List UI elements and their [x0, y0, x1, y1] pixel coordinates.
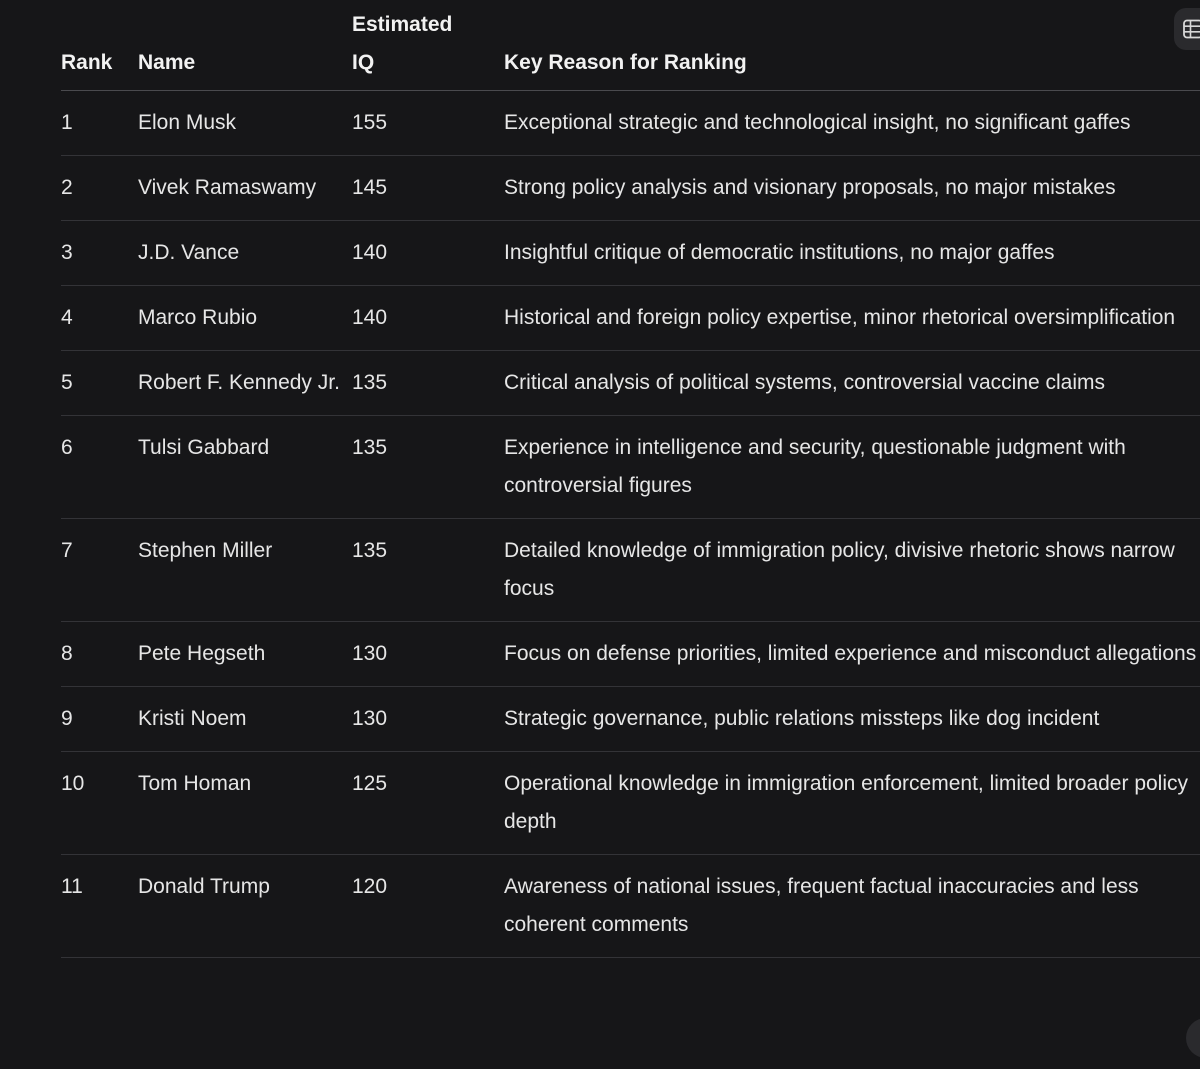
- table-row: [61, 221, 1200, 286]
- header-rank: Rank: [61, 0, 138, 91]
- cell-rank: 8: [61, 622, 138, 687]
- cell-reason: Focus on defense priorities, limited experience and misconduct allegations: [504, 622, 1200, 687]
- cell-name: Elon Musk: [138, 91, 352, 156]
- cell-rank: 11: [61, 855, 138, 958]
- cell-reason: Historical and foreign policy expertise, minor rhetorical oversimplification: [504, 286, 1200, 351]
- table-row: [61, 752, 1200, 855]
- cell-estimated-iq: 155: [352, 91, 504, 156]
- table-header: [61, 0, 1200, 91]
- cell-name: Robert F. Kennedy Jr.: [138, 351, 352, 416]
- cell-estimated-iq: 130: [352, 622, 504, 687]
- cell-estimated-iq: 140: [352, 286, 504, 351]
- cell-name: Stephen Miller: [138, 519, 352, 622]
- cell-estimated-iq: 135: [352, 351, 504, 416]
- cell-name: J.D. Vance: [138, 221, 352, 286]
- cell-rank: 9: [61, 687, 138, 752]
- cell-estimated-iq: 145: [352, 156, 504, 221]
- cell-estimated-iq: 130: [352, 687, 504, 752]
- cell-estimated-iq: 135: [352, 519, 504, 622]
- cell-name: Pete Hegseth: [138, 622, 352, 687]
- ranking-table: [61, 0, 1200, 958]
- table-row: [61, 91, 1200, 156]
- cell-rank: 3: [61, 221, 138, 286]
- cell-estimated-iq: 140: [352, 221, 504, 286]
- cell-rank: 5: [61, 351, 138, 416]
- cell-rank: 7: [61, 519, 138, 622]
- cell-estimated-iq: 125: [352, 752, 504, 855]
- table-body: [61, 91, 1200, 958]
- cell-reason: Critical analysis of political systems, controversial vaccine claims: [504, 351, 1200, 416]
- cell-reason: Operational knowledge in immigration enforcement, limited broader policy depth: [504, 752, 1200, 855]
- header-estimated-iq: [352, 0, 504, 91]
- table-view-button[interactable]: [1174, 8, 1200, 50]
- header-reason: Key Reason for Ranking: [504, 0, 1200, 91]
- table-row: [61, 351, 1200, 416]
- header-iq-line1: Estimated: [352, 13, 453, 36]
- cell-reason: Awareness of national issues, frequent factual inaccuracies and less coherent comments: [504, 855, 1200, 958]
- table-row: [61, 519, 1200, 622]
- table-grid-icon: [1182, 18, 1200, 40]
- cell-name: Vivek Ramaswamy: [138, 156, 352, 221]
- cell-reason: Detailed knowledge of immigration policy, divisive rhetoric shows narrow focus: [504, 519, 1200, 622]
- cell-rank: 1: [61, 91, 138, 156]
- table-row: [61, 855, 1200, 958]
- cell-reason: Strategic governance, public relations missteps like dog incident: [504, 687, 1200, 752]
- cell-reason: Strong policy analysis and visionary proposals, no major mistakes: [504, 156, 1200, 221]
- table-row: [61, 156, 1200, 221]
- header-iq-line2: IQ: [352, 51, 375, 74]
- cell-reason: Experience in intelligence and security, questionable judgment with controversial figures: [504, 416, 1200, 519]
- cell-name: Donald Trump: [138, 855, 352, 958]
- cell-rank: 4: [61, 286, 138, 351]
- header-row: [61, 0, 1200, 91]
- cell-estimated-iq: 135: [352, 416, 504, 519]
- cell-name: Kristi Noem: [138, 687, 352, 752]
- cell-rank: 10: [61, 752, 138, 855]
- cell-reason: Exceptional strategic and technological insight, no significant gaffes: [504, 91, 1200, 156]
- cell-reason: Insightful critique of democratic institutions, no major gaffes: [504, 221, 1200, 286]
- table-row: [61, 416, 1200, 519]
- cell-name: Tom Homan: [138, 752, 352, 855]
- cell-name: Marco Rubio: [138, 286, 352, 351]
- cell-rank: 6: [61, 416, 138, 519]
- header-name: Name: [138, 0, 352, 91]
- cell-estimated-iq: 120: [352, 855, 504, 958]
- table-row: [61, 622, 1200, 687]
- cell-name: Tulsi Gabbard: [138, 416, 352, 519]
- ranking-table-container: [61, 0, 1200, 1069]
- table-row: [61, 286, 1200, 351]
- table-row: [61, 687, 1200, 752]
- cell-rank: 2: [61, 156, 138, 221]
